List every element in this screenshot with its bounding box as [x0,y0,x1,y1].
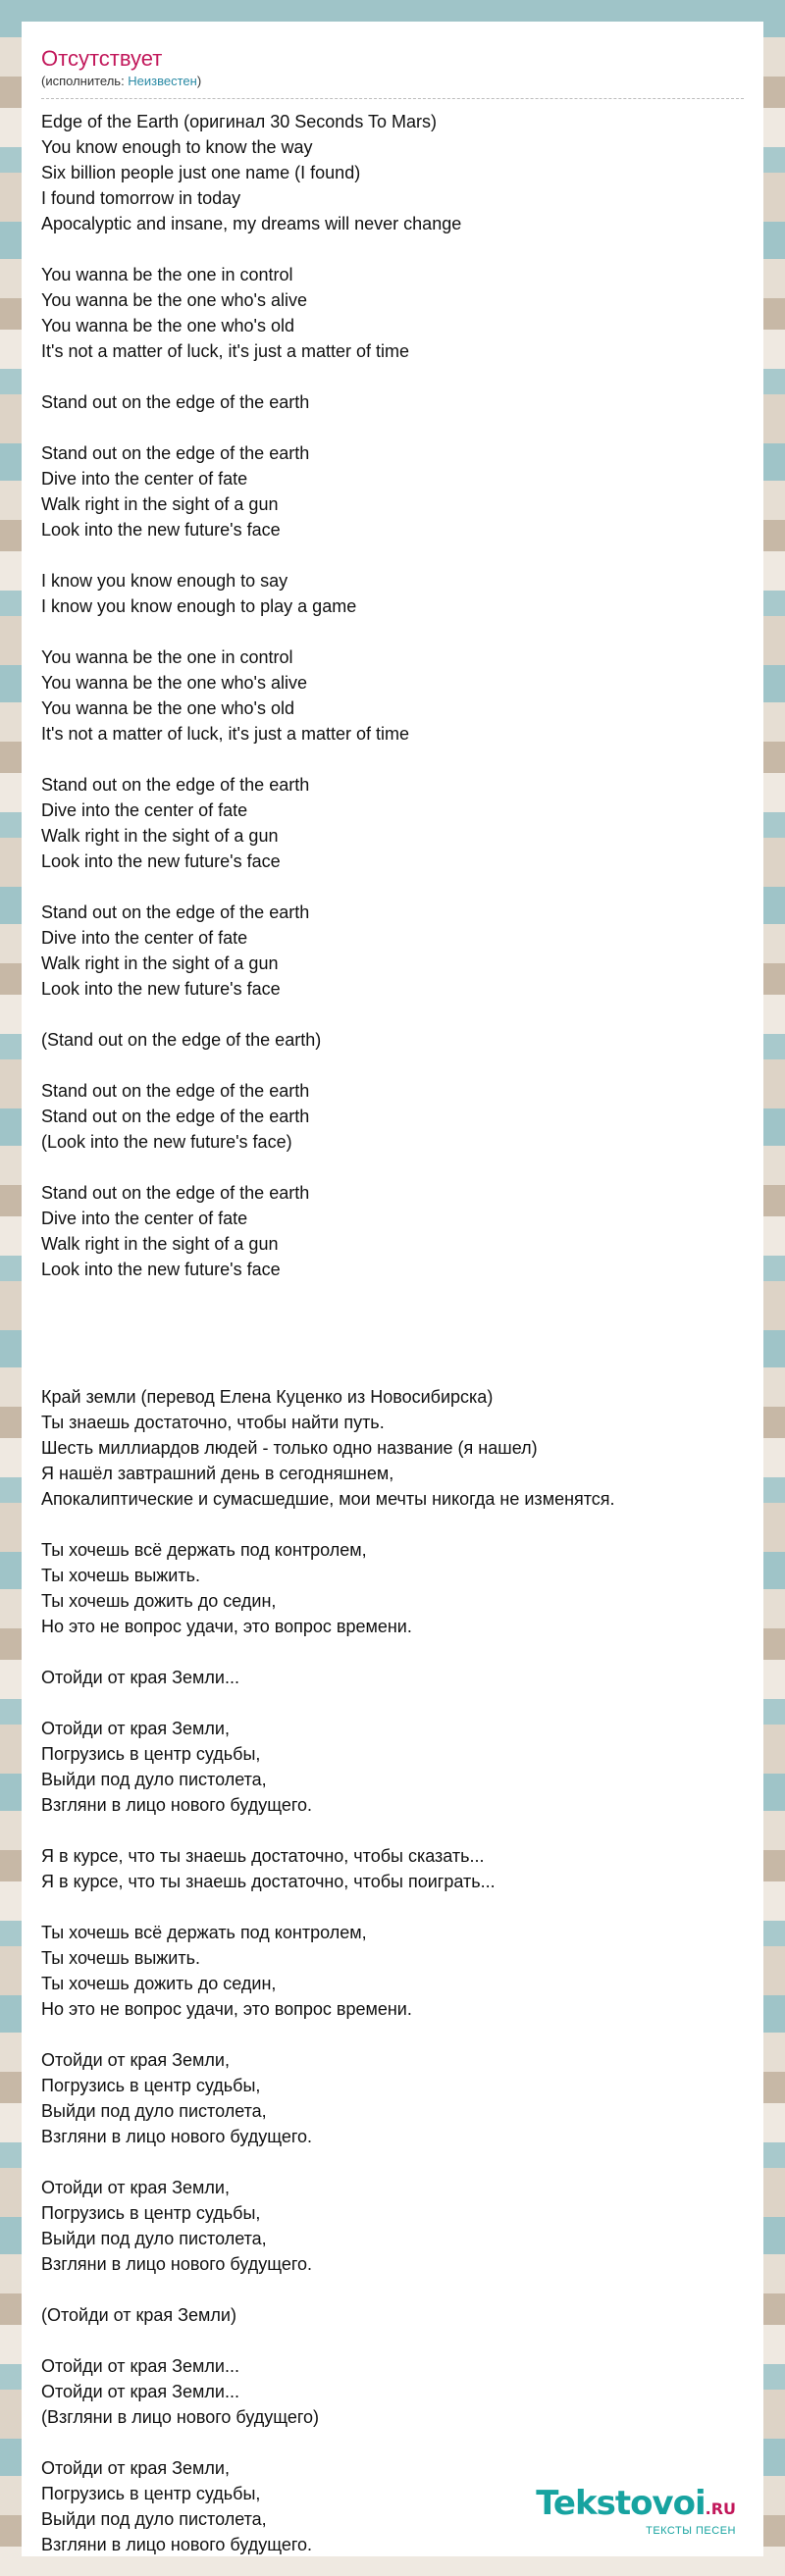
byline-prefix: (исполнитель: [41,74,129,88]
lyric-line: I know you know enough to say [41,571,288,591]
translation-lyrics [41,1384,744,2557]
lyric-line: You wanna be the one who's alive [41,290,307,310]
lyric-line: Look into the new future's face [41,1260,281,1279]
lyric-line: Взгляни в лицо нового будущего. [41,2535,313,2554]
lyric-line: Ты хочешь всё держать под контролем, [41,1923,367,1942]
lyric-line: You wanna be the one in control [41,647,293,667]
lyric-line: Отойди от края Земли... [41,2356,239,2376]
stanza-gap [41,1359,744,1384]
lyric-line: Stand out on the edge of the earth [41,392,310,412]
lyric-line: (Look into the new future's face) [41,1132,292,1152]
stanza-gap [41,1894,744,1920]
lyric-line: Выйди под дуло пистолета, [41,2509,267,2529]
lyric-line: Погрузись в центр судьбы, [41,2076,261,2095]
lyric-line: Отойди от края Земли... [41,1668,239,1687]
lyric-line: Stand out on the edge of the earth [41,775,310,795]
lyric-line: Stand out on the edge of the earth [41,1183,310,1203]
lyric-line: Погрузись в центр судьбы, [41,1744,261,1764]
lyric-line: Walk right in the sight of a gun [41,826,279,846]
lyric-line: Я нашёл завтрашний день в сегодняшнем, [41,1464,394,1483]
lyric-line: Отойди от края Земли... [41,2382,239,2401]
lyric-line: Apocalyptic and insane, my dreams will never change [41,214,462,233]
lyric-line: Но это не вопрос удачи, это вопрос времени. [41,1617,412,1636]
stanza-gap [41,236,744,262]
lyric-line: Ты хочешь выжить. [41,1948,200,1968]
stanza-gap [41,619,744,644]
stanza-gap [41,1308,744,1333]
stanza-gap [41,1818,744,1843]
lyric-line: Отойди от края Земли, [41,2458,230,2478]
lyric-line: Walk right in the sight of a gun [41,953,279,973]
lyric-line: Шесть миллиардов людей - только одно название (я нашел) [41,1438,538,1458]
lyric-line: I know you know enough to play a game [41,596,357,616]
lyric-line: Взгляни в лицо нового будущего. [41,2127,313,2146]
stanza-gap [41,542,744,568]
song-title: Отсутствует [41,46,163,71]
lyric-line: Walk right in the sight of a gun [41,1234,279,1254]
lyric-line: Walk right in the sight of a gun [41,494,279,514]
lyric-line: Look into the new future's face [41,979,281,999]
lyric-line: Взгляни в лицо нового будущего. [41,2254,313,2274]
lyric-line: Look into the new future's face [41,520,281,540]
lyric-line: Dive into the center of fate [41,469,248,489]
lyric-line: Stand out on the edge of the earth [41,1107,310,1126]
lyric-line: Ты знаешь достаточно, чтобы найти путь. [41,1413,385,1432]
lyric-line: Погрузись в центр судьбы, [41,2484,261,2503]
stanza-gap [41,1053,744,1078]
lyric-line: You wanna be the one who's old [41,698,294,718]
lyric-line: Ты хочешь дожить до седин, [41,1974,277,1993]
lyric-line: (Взгляни в лицо нового будущего) [41,2407,320,2427]
stanza-gap [41,1639,744,1665]
lyric-line: You wanna be the one who's old [41,316,294,335]
lyric-line: Dive into the center of fate [41,928,248,948]
stanza-gap [41,2149,744,2175]
lyric-line: Ты хочешь дожить до седин, [41,1591,277,1611]
lyric-line: Я в курсе, что ты знаешь достаточно, чтобы поиграть... [41,1872,496,1891]
lyric-line: (Stand out on the edge of the earth) [41,1030,322,1050]
lyric-line: Отойди от края Земли, [41,1719,230,1738]
lyric-line: Взгляни в лицо нового будущего. [41,1795,313,1815]
stanza-gap [41,1690,744,1716]
byline-suffix: ) [196,74,202,88]
lyric-line: Отойди от края Земли, [41,2050,230,2070]
lyric-line: You know enough to know the way [41,137,313,157]
artist-link[interactable]: Неизвестен [128,74,197,88]
lyric-line: I found tomorrow in today [41,188,241,208]
stanza-gap [41,874,744,900]
lyric-line: It's not a matter of luck, it's just a matter of time [41,724,410,744]
lyric-line: Я в курсе, что ты знаешь достаточно, чтобы сказать... [41,1846,485,1866]
logo-wordmark [536,2486,736,2527]
stanza-gap [41,1333,744,1359]
lyric-line: Stand out on the edge of the earth [41,1081,310,1101]
lyric-line: Край земли (перевод Елена Куценко из Новосибирска) [41,1387,494,1407]
lyric-line: Апокалиптические и сумасшедшие, мои мечты никогда не изменятся. [41,1489,615,1509]
stanza-gap [41,1002,744,1027]
lyrics-card [22,22,763,2556]
header-divider [41,98,744,99]
lyric-line: Stand out on the edge of the earth [41,902,310,922]
lyric-line: You wanna be the one in control [41,265,293,284]
lyric-line: Six billion people just one name (I found) [41,163,361,182]
lyric-line: (Отойди от края Земли) [41,2305,236,2325]
stanza-gap [41,364,744,389]
lyric-line: Ты хочешь выжить. [41,1566,200,1585]
site-logo[interactable] [536,2486,736,2537]
logo-tagline: ТЕКСТЫ ПЕСЕН [646,2525,736,2537]
lyric-line: You wanna be the one who's alive [41,673,307,693]
stanza-gap [41,1155,744,1180]
lyric-line: Edge of the Earth (оригинал 30 Seconds To Mars) [41,112,437,131]
stanza-gap [41,2277,744,2302]
lyric-line: Выйди под дуло пистолета, [41,2101,267,2121]
lyric-line: Отойди от края Земли, [41,2178,230,2197]
lyric-line: Dive into the center of fate [41,1209,248,1228]
stanza-gap [41,2328,744,2353]
stanza-gap [41,1282,744,1308]
lyric-line: Выйди под дуло пистолета, [41,1770,267,1789]
lyric-line: Dive into the center of fate [41,800,248,820]
lyric-line: Stand out on the edge of the earth [41,443,310,463]
lyric-line: Но это не вопрос удачи, это вопрос времени. [41,1999,412,2019]
artist-byline [41,73,744,90]
stanza-gap [41,747,744,772]
lyric-line: Выйди под дуло пистолета, [41,2229,267,2248]
stanza-gap [41,415,744,440]
stanza-gap [41,1512,744,1537]
lyric-line: Погрузись в центр судьбы, [41,2203,261,2223]
lyric-line: Look into the new future's face [41,851,281,871]
song-header [41,45,744,90]
lyric-line: Ты хочешь всё держать под контролем, [41,1540,367,1560]
stanza-gap [41,2022,744,2047]
logo-tld: .RU [705,2499,736,2518]
lyric-line: It's not a matter of luck, it's just a matter of time [41,341,410,361]
logo-main-text: Tekstovoi [536,2484,706,2523]
stanza-gap [41,2430,744,2455]
original-lyrics [41,109,744,1384]
